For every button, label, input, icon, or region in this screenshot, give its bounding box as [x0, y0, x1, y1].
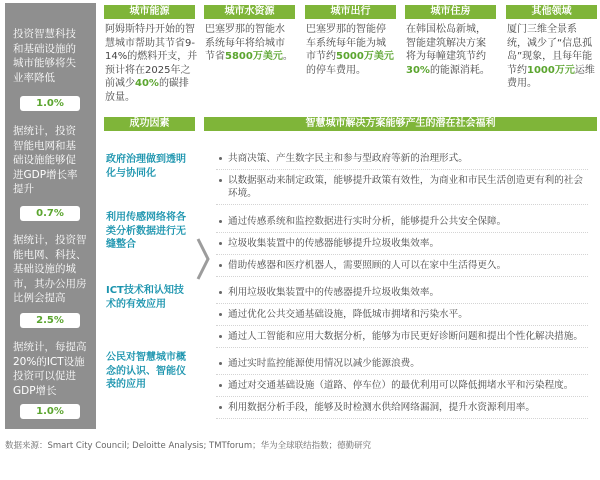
domain-text-lead: 在韩国松岛新城，智能建筑解决方案将为每幢建筑节约 — [406, 24, 486, 62]
benefit-text: 通过优化公共交通基础设施，降低城市拥堵和污染水平。 — [228, 309, 468, 320]
bullet-icon — [219, 313, 222, 316]
domain-highlight-figure: 5000万美元 — [336, 51, 394, 62]
domain-text-tail: 的碳排放量。 — [105, 78, 189, 103]
domain-highlight-figure: 5800万美元 — [225, 51, 283, 62]
benefit-item — [216, 233, 588, 255]
bullet-icon — [219, 242, 222, 245]
bullet-icon — [219, 362, 222, 365]
domain-text-tail: 的停车费用。 — [306, 64, 366, 76]
benefit-text: 以数据驱动来制定政策，能够提升政策有效性，为商业和市民生活创造更有利的社会环境。 — [228, 175, 583, 199]
benefit-list — [216, 353, 588, 419]
stat-description: 据统计，每提高20%的ICT设施投资可以促进GDP增长 — [13, 341, 87, 397]
bullet-icon — [219, 384, 222, 387]
domain-text-tail: 。 — [282, 51, 293, 62]
benefit-list — [216, 282, 588, 348]
benefit-list — [216, 148, 588, 205]
bullet-icon — [219, 220, 222, 223]
success-factor-label: 利用传感网络将各类分析数据进行无缝整合 — [106, 212, 186, 250]
benefit-item — [216, 282, 588, 304]
social-benefits-header: 智慧城市解决方案能够产生的潜在社会福利 — [204, 117, 597, 131]
stat-value-badge: 0.7% — [20, 206, 80, 221]
success-factor-label: 公民对智慧城市概念的认识、智能仪表的应用 — [106, 352, 186, 390]
domain-description-mobility — [306, 23, 394, 77]
benefit-text: 通过实时监控能源使用情况以减少能源浪费。 — [228, 358, 420, 369]
domain-description-water — [205, 23, 293, 64]
stat-value-badge: 1.0% — [20, 404, 80, 419]
bullet-icon — [219, 264, 222, 267]
domain-description-energy — [105, 23, 198, 104]
stat-value-badge: 2.5% — [20, 313, 80, 328]
domain-text-lead: 巴塞罗那的智能水系统每年将给城市节省 — [205, 24, 285, 62]
domain-text-tail: 运维费用。 — [507, 64, 595, 89]
domain-text-lead: 巴塞罗那的智能停车系统每年能为城市节约 — [306, 24, 386, 62]
domain-header-energy: 城市能源 — [104, 5, 195, 19]
benefit-item — [216, 148, 588, 170]
benefit-list — [216, 211, 588, 277]
stat-value-badge: 1.0% — [20, 96, 80, 111]
success-factors-header: 成功因素 — [104, 117, 195, 131]
domain-text-lead: 厦门三维全景系统，减少了“信息孤岛”现象，且每年能节约 — [507, 24, 593, 76]
bullet-icon — [219, 335, 222, 338]
benefit-text: 共商决策、产生数字民主和参与型政府等新的治理形式。 — [228, 153, 468, 164]
domain-description-housing — [406, 23, 494, 77]
domain-text-tail: 的能源消耗。 — [429, 64, 490, 76]
benefit-text: 通过对交通基础设施（道路、停车位）的最优利用可以降低拥堵水平和污染程度。 — [228, 380, 574, 391]
bullet-icon — [219, 291, 222, 294]
benefit-item — [216, 375, 588, 397]
success-factor-label: 政府治理做到透明化与协同化 — [106, 154, 186, 179]
domain-header-mobility: 城市出行 — [305, 5, 396, 19]
chevron-right-icon — [195, 236, 211, 282]
benefit-text: 利用垃圾收集装置中的传感器提升垃圾收集效率。 — [228, 287, 440, 298]
benefit-item — [216, 304, 588, 326]
stat-description: 据统计，投资智能电网和基础设施能够促进GDP增长率提升 — [13, 125, 78, 195]
data-source-note: 数据来源：Smart City Council; Deloitte Analysis; TMTforum；华为全球联结指数；德勤研究 — [5, 441, 372, 451]
benefit-text: 借助传感器和医疗机器人，需要照顾的人可以在家中生活得更久。 — [228, 260, 507, 271]
benefit-item — [216, 211, 588, 233]
benefit-item — [216, 326, 588, 348]
domain-header-water: 城市水资源 — [204, 5, 295, 19]
domain-highlight-figure: 1000万元 — [527, 64, 575, 76]
stats-panel — [5, 3, 96, 429]
bullet-icon — [219, 157, 222, 160]
domain-highlight-figure: 30% — [406, 64, 430, 76]
benefit-item — [216, 397, 588, 419]
benefit-item — [216, 170, 588, 205]
domain-header-other: 其他领域 — [506, 5, 597, 19]
bullet-icon — [219, 406, 222, 409]
benefit-item — [216, 255, 588, 277]
domain-description-other — [507, 23, 595, 91]
domain-header-housing: 城市住房 — [405, 5, 496, 19]
benefit-text: 通过传感系统和监控数据进行实时分析，能够提升公共安全保障。 — [228, 216, 507, 227]
benefit-item — [216, 353, 588, 375]
success-factor-label: ICT技术和认知技术的有效应用 — [106, 285, 184, 310]
stat-description: 据统计，投资智能电网、科技、基础设施的城市，其办公用房比例会提高 — [13, 234, 87, 304]
stat-description: 投资智慧科技和基础设施的城市能够将失业率降低 — [13, 28, 76, 84]
benefit-text: 通过人工智能和应用大数据分析，能够为市民更好诊断问题和提出个性化解决措施。 — [228, 331, 583, 342]
benefit-text: 利用数据分析手段，能够及时检测水供给网络漏洞，提升水资源利用率。 — [228, 402, 535, 413]
domain-highlight-figure: 40% — [135, 78, 159, 89]
benefit-text: 垃圾收集装置中的传感器能够提升垃圾收集效率。 — [228, 238, 440, 249]
domain-text-lead: 阿姆斯特丹开始的智慧城市帮助其节省9-14%的燃料开支，并预计将在2025年之前减少 — [105, 24, 198, 89]
bullet-icon — [219, 179, 222, 182]
